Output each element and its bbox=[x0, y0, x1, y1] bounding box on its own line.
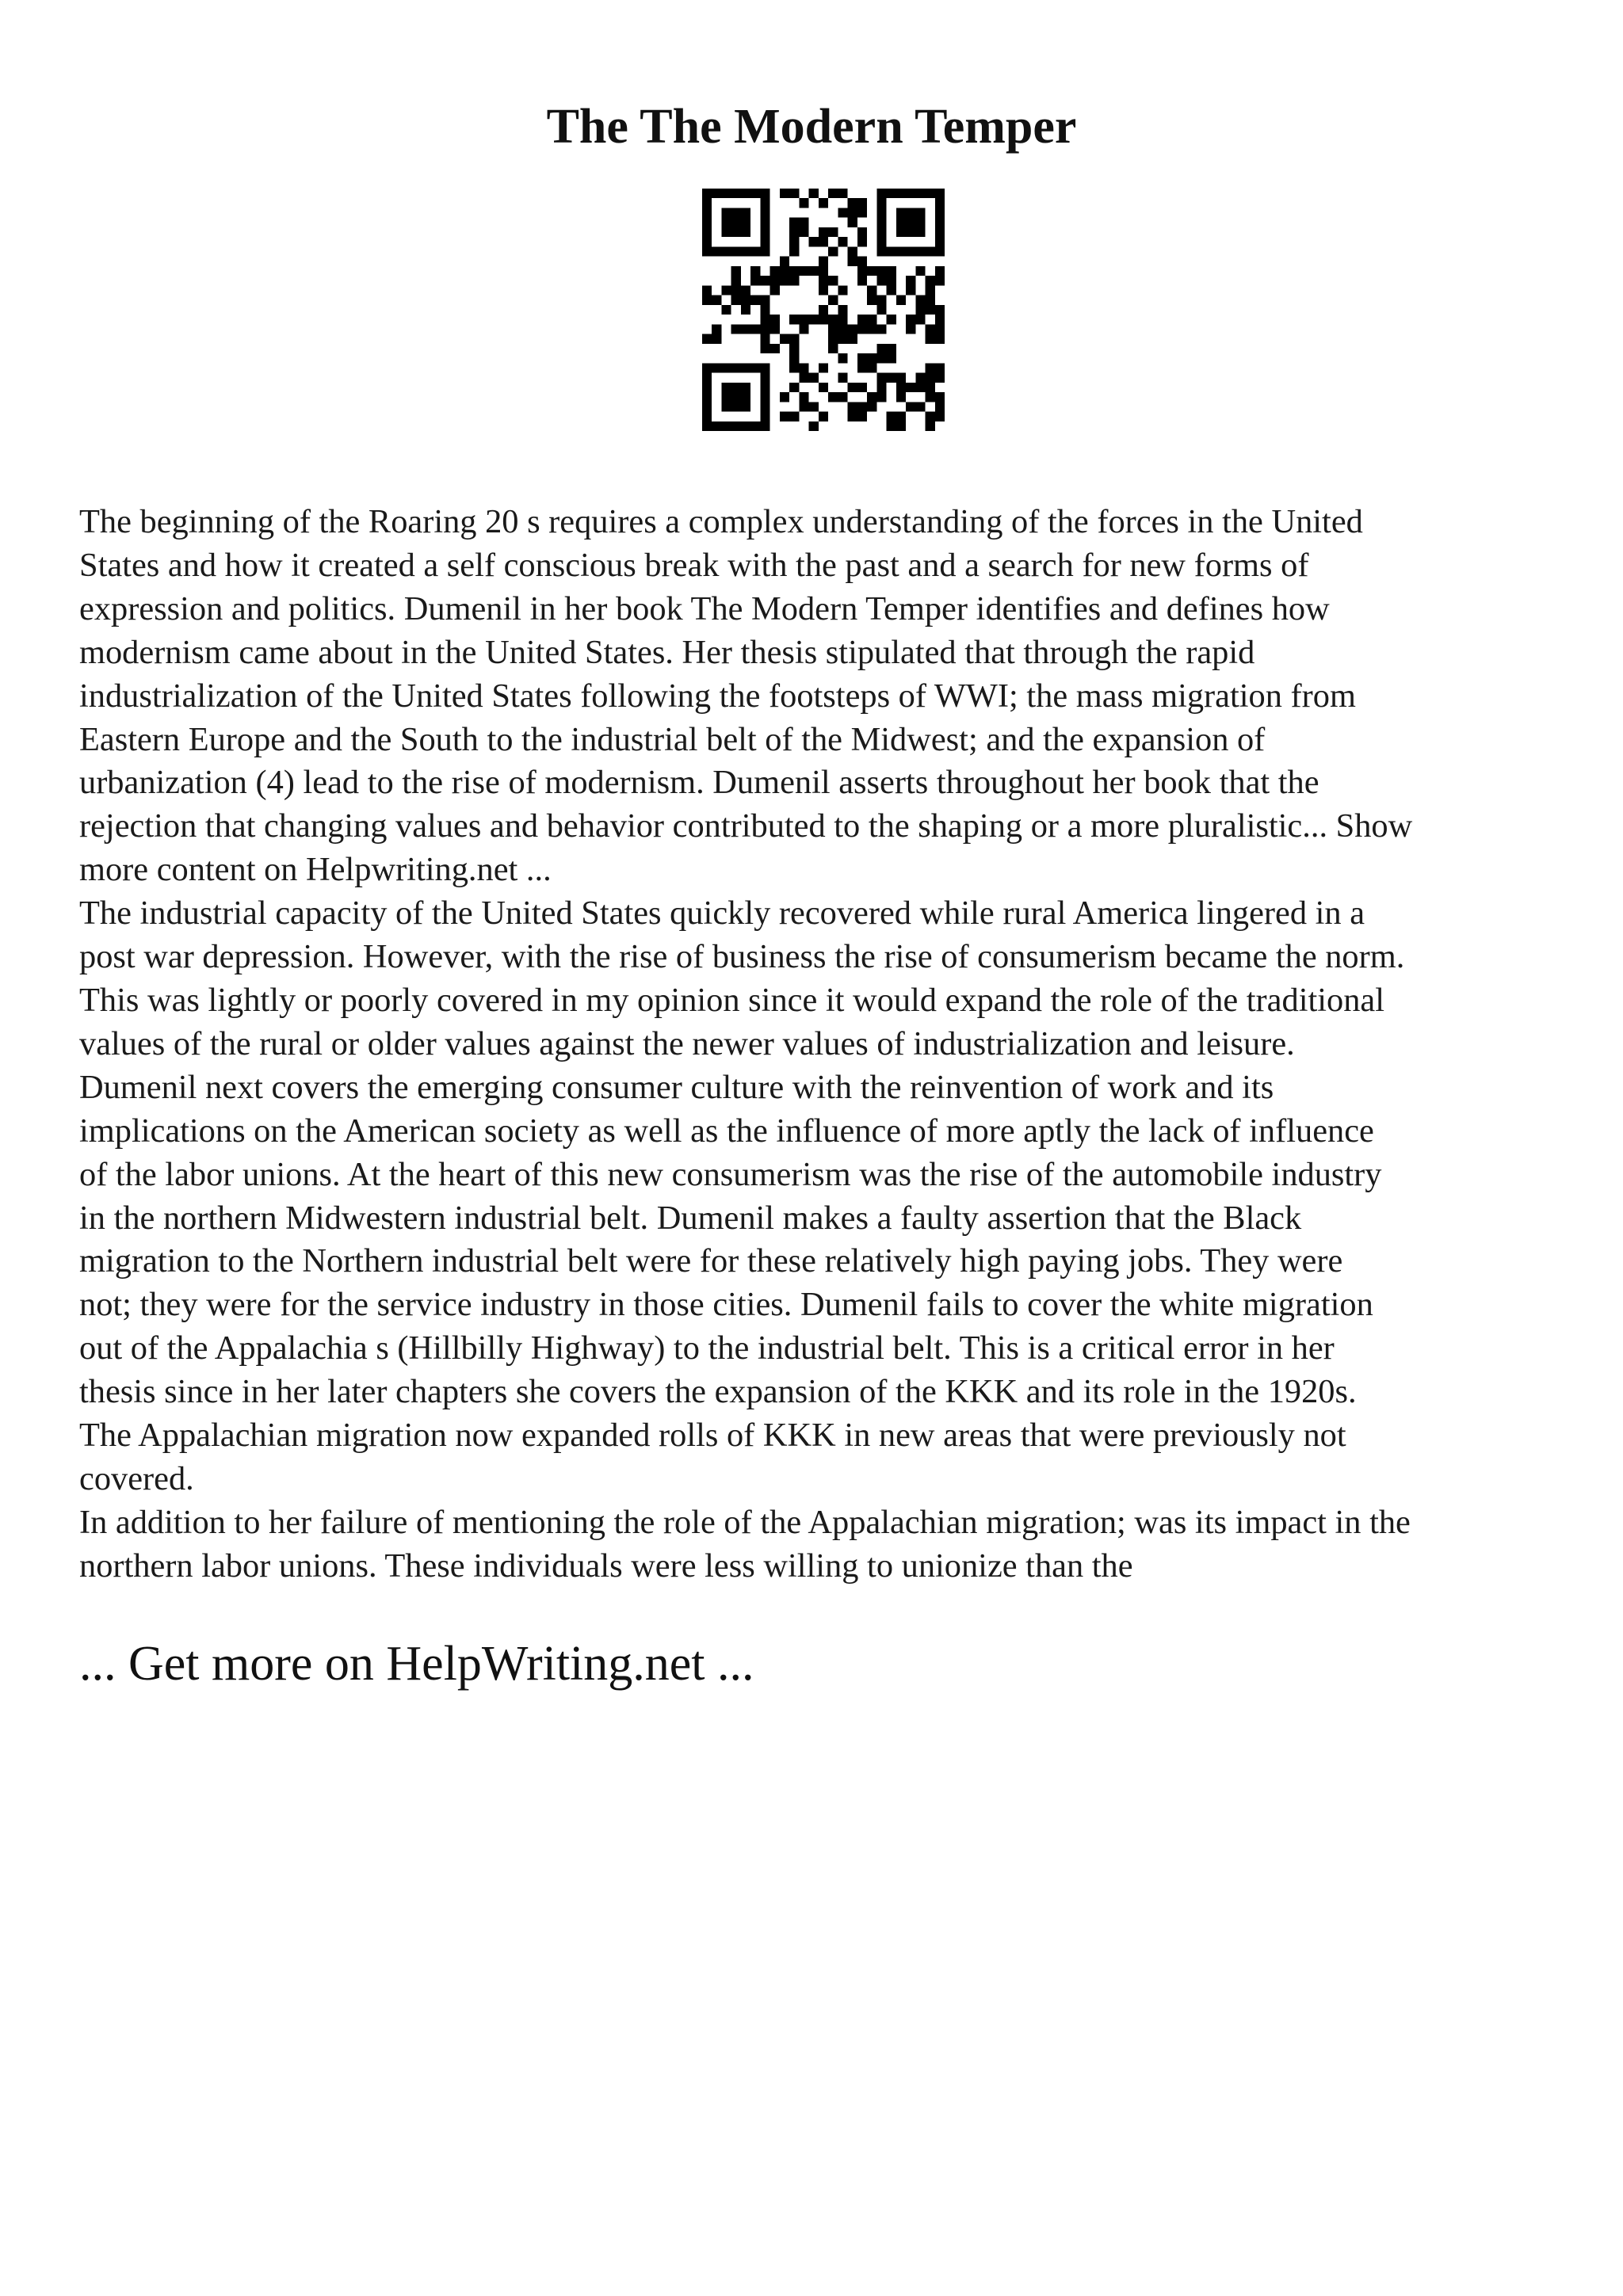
body-line: The beginning of the Roaring 20 s requires a complex understanding of the forces in the United bbox=[79, 503, 1363, 540]
body-line: The Appalachian migration now expanded rolls of KKK in new areas that were previously not bbox=[79, 1417, 1346, 1455]
body-line: industrialization of the United States following the footsteps of WWI; the mass migration from bbox=[79, 677, 1356, 715]
body-line: post war depression. However, with the rise of business the rise of consumerism became the norm. bbox=[79, 938, 1405, 976]
body-line: The industrial capacity of the United States quickly recovered while rural America lingered in a bbox=[79, 894, 1365, 933]
get-more-link[interactable]: ... Get more on HelpWriting.net ... bbox=[79, 1637, 754, 1691]
body-line: rejection that changing values and behavior contributed to the shaping or a more pluralistic... Show bbox=[79, 807, 1413, 845]
body-line: Eastern Europe and the South to the industrial belt of the Midwest; and the expansion of bbox=[79, 720, 1266, 758]
body-line: implications on the American society as well as the influence of more aptly the lack of influence bbox=[79, 1112, 1374, 1150]
body-line: in the northern Midwestern industrial belt. Dumenil makes a faulty assertion that the Black bbox=[79, 1199, 1302, 1237]
body-line: expression and politics. Dumenil in her book The Modern Temper identifies and defines how bbox=[79, 589, 1330, 627]
body-line: values of the rural or older values against the newer values of industrialization and leisure. bbox=[79, 1024, 1295, 1062]
body-line: States and how it created a self conscious break with the past and a search for new forms of bbox=[79, 546, 1309, 584]
body-line: migration to the Northern industrial belt were for these relatively high paying jobs. They were bbox=[79, 1242, 1343, 1280]
body-line: more content on Helpwriting.net ... bbox=[79, 851, 552, 889]
body-line: of the labor unions. At the heart of this new consumerism was the rise of the automobile industry bbox=[79, 1155, 1382, 1193]
body-line: This was lightly or poorly covered in my opinion since it would expand the role of the traditional bbox=[79, 981, 1385, 1019]
body-line: Dumenil next covers the emerging consumer culture with the reinvention of work and its bbox=[79, 1068, 1274, 1106]
body-line: thesis since in her later chapters she covers the expansion of the KKK and its role in the 1920s. bbox=[79, 1373, 1357, 1411]
body-line: modernism came about in the United States. Her thesis stipulated that through the rapid bbox=[79, 633, 1255, 671]
body-line: urbanization (4) lead to the rise of modernism. Dumenil asserts throughout her book that the bbox=[79, 764, 1319, 802]
body-line: not; they were for the service industry in those cities. Dumenil fails to cover the white migration bbox=[79, 1286, 1373, 1324]
body-line: In addition to her failure of mentioning the role of the Appalachian migration; was its impact in the bbox=[79, 1503, 1411, 1541]
body-line: out of the Appalachia s (Hillbilly Highway) to the industrial belt. This is a critical error in her bbox=[79, 1329, 1335, 1367]
qr-code-icon bbox=[702, 189, 945, 431]
document-body bbox=[79, 501, 1569, 1589]
body-line: northern labor unions. These individuals were less willing to unionize than the bbox=[79, 1547, 1133, 1585]
body-line: covered. bbox=[79, 1459, 194, 1497]
document-title: The The Modern Temper bbox=[546, 100, 1077, 154]
